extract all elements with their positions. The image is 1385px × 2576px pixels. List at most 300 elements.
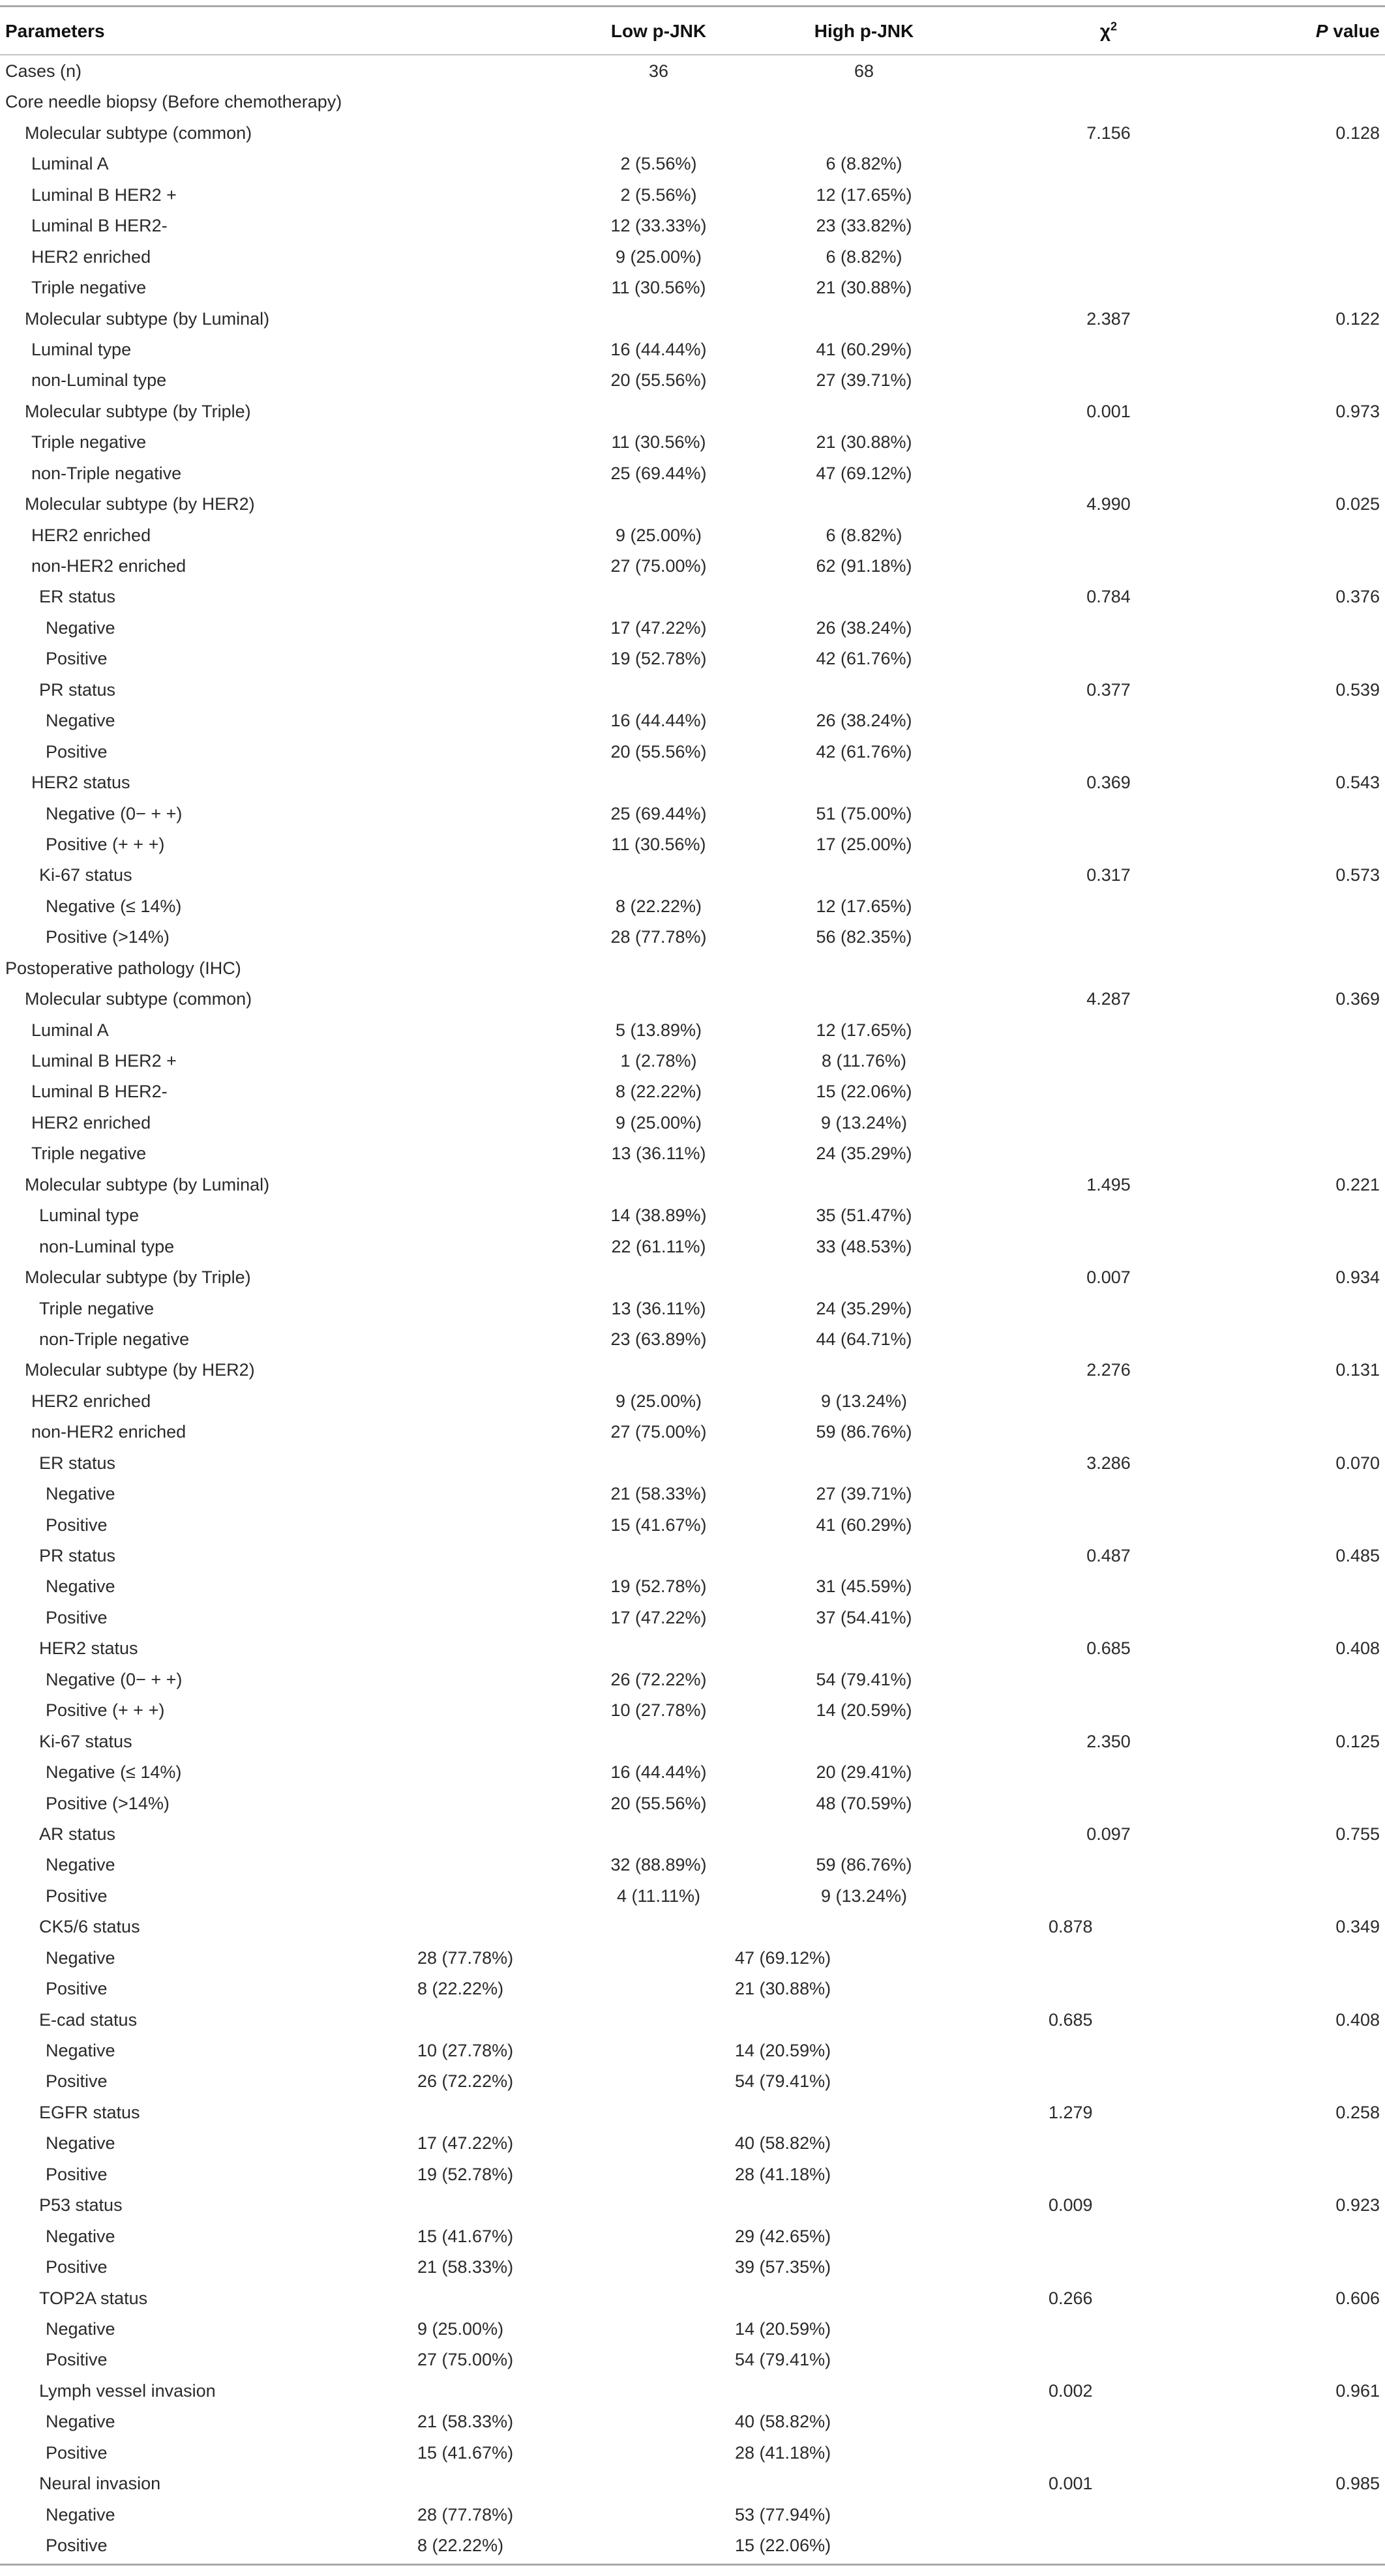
low-pjnk-cell: 2 (5.56%) xyxy=(620,154,697,174)
table-row xyxy=(0,1881,1385,1912)
table-row xyxy=(0,891,1385,922)
low-pjnk-cell: 22 (61.11%) xyxy=(611,1236,706,1256)
low-pjnk-cell: 25 (69.44%) xyxy=(610,463,707,483)
row-label: PR status xyxy=(39,1546,116,1565)
p-value-cell: 0.131 xyxy=(1335,1360,1380,1380)
row-label: Cases (n) xyxy=(5,61,82,81)
high-pjnk-cell: 35 (51.47%) xyxy=(816,1206,912,1226)
p-value-cell: 0.221 xyxy=(1335,1174,1380,1194)
row-label: ER status xyxy=(39,587,116,607)
chi-square-cell: 7.156 xyxy=(1086,123,1131,143)
row-label: Negative xyxy=(46,2226,115,2246)
low-pjnk-cell: 36 xyxy=(648,61,669,81)
row-label: Luminal B HER2 + xyxy=(31,1051,177,1071)
high-pjnk-cell: 15 (22.06%) xyxy=(735,2536,831,2555)
row-label: Triple negative xyxy=(31,432,147,452)
row-label: Luminal B HER2- xyxy=(31,216,168,236)
p-value-cell: 0.539 xyxy=(1335,679,1380,700)
row-label: HER2 enriched xyxy=(31,1112,151,1133)
row-label: Luminal A xyxy=(31,1020,109,1040)
row-label: Molecular subtype (common) xyxy=(25,123,252,143)
high-pjnk-cell: 24 (35.29%) xyxy=(816,1144,912,1164)
low-pjnk-cell: 9 (25.00%) xyxy=(615,525,702,545)
high-pjnk-cell: 42 (61.76%) xyxy=(816,741,912,762)
row-label: non-Triple negative xyxy=(39,1329,190,1349)
low-pjnk-cell: 27 (75.00%) xyxy=(417,2350,514,2370)
table-row xyxy=(0,1015,1385,1046)
table-row xyxy=(0,2097,1385,2128)
high-pjnk-cell: 28 (41.18%) xyxy=(735,2442,831,2463)
table-row xyxy=(0,1046,1385,1076)
row-label: Lymph vessel invasion xyxy=(39,2380,216,2401)
low-pjnk-cell: 9 (25.00%) xyxy=(417,2318,504,2339)
table-row xyxy=(0,1170,1385,1200)
p-value-cell: 0.070 xyxy=(1335,1453,1380,1473)
chi-square-cell: 0.685 xyxy=(1049,2009,1093,2030)
header-low-pjnk: Low p-JNK xyxy=(610,21,707,41)
row-label: HER2 enriched xyxy=(31,525,151,545)
row-label: HER2 status xyxy=(39,1638,138,1659)
table-header-rule xyxy=(0,54,1385,55)
p-value-cell: 0.973 xyxy=(1335,401,1380,421)
low-pjnk-cell: 20 (55.56%) xyxy=(610,1793,707,1813)
table-row xyxy=(0,1355,1385,1385)
low-pjnk-cell: 2 (5.56%) xyxy=(620,185,697,205)
row-label: ER status xyxy=(39,1453,116,1473)
table-row xyxy=(0,1819,1385,1850)
low-pjnk-cell: 19 (52.78%) xyxy=(417,2164,514,2184)
low-pjnk-cell: 10 (27.78%) xyxy=(610,1700,707,1721)
table-row xyxy=(0,1665,1385,1695)
table-row xyxy=(0,273,1385,303)
row-label: Negative xyxy=(46,1484,115,1504)
low-pjnk-cell: 19 (52.78%) xyxy=(610,649,707,669)
chi-square-cell: 4.990 xyxy=(1086,494,1131,514)
row-label: Triple negative xyxy=(31,1144,147,1164)
row-label: Negative (≤ 14%) xyxy=(46,1762,182,1783)
high-pjnk-cell: 9 (13.24%) xyxy=(820,1391,908,1411)
chi-square-cell: 0.487 xyxy=(1086,1546,1131,1565)
header-chi-superscript: 2 xyxy=(1110,20,1118,33)
table-row xyxy=(0,737,1385,767)
chi-square-cell: 0.002 xyxy=(1049,2380,1093,2401)
row-label: Molecular subtype (by Luminal) xyxy=(25,1174,270,1194)
p-value-cell: 0.258 xyxy=(1335,2102,1380,2122)
low-pjnk-cell: 11 (30.56%) xyxy=(611,278,706,298)
p-value-cell: 0.485 xyxy=(1335,1546,1380,1565)
low-pjnk-cell: 20 (55.56%) xyxy=(610,370,707,391)
chi-square-cell: 0.007 xyxy=(1086,1267,1131,1288)
table-row xyxy=(0,582,1385,612)
high-pjnk-cell: 68 xyxy=(854,61,874,81)
row-label: Negative xyxy=(46,2041,115,2060)
p-value-cell: 0.543 xyxy=(1335,773,1380,793)
table-row xyxy=(0,1571,1385,1602)
table-row xyxy=(0,1200,1385,1231)
table-row xyxy=(0,1788,1385,1819)
low-pjnk-cell: 23 (63.89%) xyxy=(610,1329,707,1349)
low-pjnk-cell: 13 (36.11%) xyxy=(611,1298,706,1318)
row-label: Positive xyxy=(46,2350,108,2370)
table-row xyxy=(0,87,1385,117)
chi-square-cell: 0.784 xyxy=(1086,587,1131,607)
table-row xyxy=(0,2376,1385,2406)
row-label: Positive (>14%) xyxy=(46,927,170,947)
table-row xyxy=(0,118,1385,149)
table-row xyxy=(0,2159,1385,2190)
table-row xyxy=(0,1417,1385,1447)
high-pjnk-cell: 53 (77.94%) xyxy=(735,2504,831,2524)
p-value-cell: 0.025 xyxy=(1335,494,1380,514)
row-label: Positive xyxy=(46,2442,108,2463)
row-label: Positive (+ + +) xyxy=(46,1700,165,1721)
chi-square-cell: 4.287 xyxy=(1086,989,1131,1009)
row-label: Molecular subtype (by HER2) xyxy=(25,494,255,514)
table-row xyxy=(0,1695,1385,1726)
row-label: non-HER2 enriched xyxy=(31,1422,186,1442)
table-top-rule xyxy=(0,5,1385,7)
low-pjnk-cell: 26 (72.22%) xyxy=(610,1669,707,1689)
row-label: Negative xyxy=(46,2318,115,2339)
low-pjnk-cell: 21 (58.33%) xyxy=(610,1484,707,1504)
p-value-cell: 0.128 xyxy=(1335,123,1380,143)
high-pjnk-cell: 21 (30.88%) xyxy=(735,1979,831,1999)
row-label: Positive (+ + +) xyxy=(46,834,165,854)
header-chi-symbol: χ xyxy=(1099,21,1111,41)
table-row xyxy=(0,1943,1385,1974)
chi-square-cell: 1.279 xyxy=(1049,2102,1093,2122)
row-label: PR status xyxy=(39,679,116,700)
high-pjnk-cell: 51 (75.00%) xyxy=(816,803,912,823)
row-label: Triple negative xyxy=(31,278,147,298)
high-pjnk-cell: 37 (54.41%) xyxy=(816,1607,912,1627)
row-label: Positive (>14%) xyxy=(46,1793,170,1813)
table-row xyxy=(0,2252,1385,2283)
high-pjnk-cell: 28 (41.18%) xyxy=(735,2164,831,2184)
row-label: Positive xyxy=(46,649,108,669)
table-row xyxy=(0,1633,1385,1664)
high-pjnk-cell: 17 (25.00%) xyxy=(816,834,912,854)
table-row xyxy=(0,2005,1385,2036)
high-pjnk-cell: 14 (20.59%) xyxy=(735,2318,831,2339)
table-row xyxy=(0,860,1385,891)
table-row xyxy=(0,396,1385,427)
low-pjnk-cell: 17 (47.22%) xyxy=(610,1607,707,1627)
high-pjnk-cell: 41 (60.29%) xyxy=(816,339,912,359)
p-value-cell: 0.122 xyxy=(1335,308,1380,329)
high-pjnk-cell: 21 (30.88%) xyxy=(816,278,912,298)
low-pjnk-cell: 21 (58.33%) xyxy=(417,2257,514,2277)
high-pjnk-cell: 62 (91.18%) xyxy=(816,556,912,576)
row-label: Negative xyxy=(46,2504,115,2524)
high-pjnk-cell: 9 (13.24%) xyxy=(820,1886,908,1906)
table-row xyxy=(0,1232,1385,1262)
row-label: Positive xyxy=(46,741,108,762)
high-pjnk-cell: 14 (20.59%) xyxy=(735,2041,831,2060)
table-row xyxy=(0,1603,1385,1633)
row-label: non-Luminal type xyxy=(39,1236,175,1256)
table-row xyxy=(0,953,1385,984)
high-pjnk-cell: 27 (39.71%) xyxy=(816,370,912,391)
row-label: Molecular subtype (by Triple) xyxy=(25,1267,251,1288)
table-row xyxy=(0,2190,1385,2221)
p-value-cell: 0.573 xyxy=(1335,865,1380,885)
chi-square-cell: 3.286 xyxy=(1086,1453,1131,1473)
low-pjnk-cell: 32 (88.89%) xyxy=(610,1855,707,1875)
low-pjnk-cell: 16 (44.44%) xyxy=(610,1762,707,1783)
low-pjnk-cell: 19 (52.78%) xyxy=(610,1577,707,1597)
row-label: Postoperative pathology (IHC) xyxy=(5,958,241,978)
table-row xyxy=(0,242,1385,273)
chi-square-cell: 0.266 xyxy=(1049,2288,1093,2308)
row-label: Molecular subtype (by Luminal) xyxy=(25,308,270,329)
low-pjnk-cell: 17 (47.22%) xyxy=(610,617,707,638)
high-pjnk-cell: 47 (69.12%) xyxy=(816,463,912,483)
p-value-cell: 0.408 xyxy=(1335,1638,1380,1659)
high-pjnk-cell: 44 (64.71%) xyxy=(816,1329,912,1349)
row-label: Core needle biopsy (Before chemotherapy) xyxy=(5,92,342,112)
table-row xyxy=(0,1757,1385,1788)
low-pjnk-cell: 5 (13.89%) xyxy=(615,1020,702,1040)
low-pjnk-cell: 12 (33.33%) xyxy=(610,216,707,236)
table-row xyxy=(0,1138,1385,1169)
row-label: Negative xyxy=(46,617,115,638)
row-label: Negative xyxy=(46,1855,115,1875)
high-pjnk-cell: 54 (79.41%) xyxy=(735,2350,831,2370)
table-row xyxy=(0,2438,1385,2468)
low-pjnk-cell: 27 (75.00%) xyxy=(610,1422,707,1442)
row-label: non-Luminal type xyxy=(31,370,167,391)
table-row xyxy=(0,2500,1385,2530)
p-value-cell: 0.606 xyxy=(1335,2288,1380,2308)
chi-square-cell: 2.350 xyxy=(1086,1731,1131,1751)
low-pjnk-cell: 8 (22.22%) xyxy=(417,1979,504,1999)
high-pjnk-cell: 21 (30.88%) xyxy=(816,432,912,452)
row-label: Molecular subtype (common) xyxy=(25,989,252,1009)
low-pjnk-cell: 9 (25.00%) xyxy=(615,246,702,267)
row-label: Negative xyxy=(46,2133,115,2154)
table-header xyxy=(0,8,1385,53)
table-row xyxy=(0,644,1385,674)
p-value-cell: 0.934 xyxy=(1335,1267,1380,1288)
table-row xyxy=(0,1108,1385,1138)
high-pjnk-cell: 15 (22.06%) xyxy=(816,1082,912,1102)
low-pjnk-cell: 20 (55.56%) xyxy=(610,741,707,762)
high-pjnk-cell: 14 (20.59%) xyxy=(816,1700,912,1721)
table-row xyxy=(0,799,1385,829)
low-pjnk-cell: 1 (2.78%) xyxy=(620,1051,697,1071)
p-value-cell: 0.961 xyxy=(1335,2380,1380,2401)
chi-square-cell: 2.387 xyxy=(1086,308,1131,329)
low-pjnk-cell: 13 (36.11%) xyxy=(611,1144,706,1164)
table-row xyxy=(0,427,1385,458)
chi-square-cell: 0.369 xyxy=(1086,773,1131,793)
table-row xyxy=(0,1386,1385,1417)
high-pjnk-cell: 24 (35.29%) xyxy=(816,1298,912,1318)
low-pjnk-cell: 10 (27.78%) xyxy=(417,2041,514,2060)
table-row xyxy=(0,984,1385,1014)
row-label: Luminal type xyxy=(39,1206,140,1226)
row-label: Positive xyxy=(46,1607,108,1627)
p-value-cell: 0.985 xyxy=(1335,2474,1380,2494)
table-row xyxy=(0,211,1385,241)
low-pjnk-cell: 8 (22.22%) xyxy=(417,2536,504,2555)
row-label: Positive xyxy=(46,1979,108,1999)
table-row xyxy=(0,1726,1385,1757)
header-p-letter: P xyxy=(1315,21,1328,41)
table-row xyxy=(0,705,1385,736)
high-pjnk-cell: 12 (17.65%) xyxy=(816,185,912,205)
row-label: Neural invasion xyxy=(39,2474,161,2494)
p-value-cell: 0.376 xyxy=(1335,587,1380,607)
row-label: AR status xyxy=(39,1824,116,1844)
row-label: HER2 status xyxy=(31,773,130,793)
table-row xyxy=(0,1974,1385,2004)
header-parameters: Parameters xyxy=(5,21,105,41)
low-pjnk-cell: 26 (72.22%) xyxy=(417,2071,514,2092)
table-row xyxy=(0,767,1385,798)
low-pjnk-cell: 15 (41.67%) xyxy=(610,1515,707,1535)
header-high-pjnk: High p-JNK xyxy=(814,21,914,41)
row-label: Luminal B HER2- xyxy=(31,1082,168,1102)
low-pjnk-cell: 11 (30.56%) xyxy=(611,432,706,452)
high-pjnk-cell: 47 (69.12%) xyxy=(735,1947,831,1968)
high-pjnk-cell: 6 (8.82%) xyxy=(826,246,902,267)
table-row xyxy=(0,1541,1385,1571)
row-label: Ki-67 status xyxy=(39,865,132,885)
table-body xyxy=(0,56,1385,2561)
table-row xyxy=(0,1479,1385,1509)
high-pjnk-cell: 48 (70.59%) xyxy=(816,1793,912,1813)
table-row xyxy=(0,1324,1385,1355)
header-p-word: value xyxy=(1328,21,1380,41)
table-row xyxy=(0,2036,1385,2066)
low-pjnk-cell: 21 (58.33%) xyxy=(417,2412,514,2432)
row-label: Positive xyxy=(46,1515,108,1535)
row-label: Luminal B HER2 + xyxy=(31,185,177,205)
low-pjnk-cell: 15 (41.67%) xyxy=(417,2442,514,2463)
table-row xyxy=(0,304,1385,334)
low-pjnk-cell: 4 (11.11%) xyxy=(616,1886,701,1906)
row-label: CK5/6 status xyxy=(39,1917,140,1937)
p-value-cell: 0.923 xyxy=(1335,2195,1380,2215)
table-row xyxy=(0,149,1385,179)
high-pjnk-cell: 54 (79.41%) xyxy=(735,2071,831,2092)
row-label: Positive xyxy=(46,2257,108,2277)
low-pjnk-cell: 8 (22.22%) xyxy=(615,1082,702,1102)
high-pjnk-cell: 27 (39.71%) xyxy=(816,1484,912,1504)
row-label: Molecular subtype (by HER2) xyxy=(25,1360,255,1380)
high-pjnk-cell: 8 (11.76%) xyxy=(821,1051,907,1071)
row-label: Negative xyxy=(46,1577,115,1597)
high-pjnk-cell: 40 (58.82%) xyxy=(735,2412,831,2432)
low-pjnk-cell: 28 (77.78%) xyxy=(417,2504,514,2524)
table-row xyxy=(0,489,1385,520)
table-row xyxy=(0,829,1385,860)
table-row xyxy=(0,180,1385,211)
table-row xyxy=(0,2530,1385,2561)
p-value-cell: 0.755 xyxy=(1335,1824,1380,1844)
high-pjnk-cell: 9 (13.24%) xyxy=(820,1112,908,1133)
row-label: Positive xyxy=(46,1886,108,1906)
high-pjnk-cell: 29 (42.65%) xyxy=(735,2226,831,2246)
p-value-cell: 0.349 xyxy=(1335,1917,1380,1937)
high-pjnk-cell: 12 (17.65%) xyxy=(816,896,912,916)
low-pjnk-cell: 17 (47.22%) xyxy=(417,2133,514,2154)
table-row xyxy=(0,1510,1385,1541)
row-label: non-HER2 enriched xyxy=(31,556,186,576)
low-pjnk-cell: 28 (77.78%) xyxy=(610,927,707,947)
table-row xyxy=(0,458,1385,489)
table-row xyxy=(0,1076,1385,1107)
high-pjnk-cell: 23 (33.82%) xyxy=(816,216,912,236)
row-label: E-cad status xyxy=(39,2009,138,2030)
row-label: non-Triple negative xyxy=(31,463,182,483)
table-row xyxy=(0,1448,1385,1479)
p-value-cell: 0.408 xyxy=(1335,2009,1380,2030)
high-pjnk-cell: 26 (38.24%) xyxy=(816,617,912,638)
table-row xyxy=(0,2345,1385,2375)
low-pjnk-cell: 11 (30.56%) xyxy=(611,834,706,854)
row-label: Luminal A xyxy=(31,154,109,174)
chi-square-cell: 2.276 xyxy=(1086,1360,1131,1380)
row-label: Positive xyxy=(46,2071,108,2092)
chi-square-cell: 0.878 xyxy=(1049,1917,1093,1937)
row-label: Negative (0− + +) xyxy=(46,803,183,823)
high-pjnk-cell: 33 (48.53%) xyxy=(816,1236,912,1256)
high-pjnk-cell: 56 (82.35%) xyxy=(816,927,912,947)
row-label: Negative xyxy=(46,2412,115,2432)
row-label: Ki-67 status xyxy=(39,1731,132,1751)
row-label: EGFR status xyxy=(39,2102,140,2122)
table-row xyxy=(0,2128,1385,2159)
low-pjnk-cell: 28 (77.78%) xyxy=(417,1947,514,1968)
table-row xyxy=(0,1262,1385,1293)
low-pjnk-cell: 25 (69.44%) xyxy=(610,803,707,823)
table-bottom-rule xyxy=(0,2564,1385,2566)
high-pjnk-cell: 42 (61.76%) xyxy=(816,649,912,669)
high-pjnk-cell: 54 (79.41%) xyxy=(816,1669,912,1689)
row-label: Negative xyxy=(46,1947,115,1968)
table-row xyxy=(0,520,1385,551)
low-pjnk-cell: 16 (44.44%) xyxy=(610,711,707,731)
chi-square-cell: 0.097 xyxy=(1086,1824,1131,1844)
high-pjnk-cell: 41 (60.29%) xyxy=(816,1515,912,1535)
high-pjnk-cell: 12 (17.65%) xyxy=(816,1020,912,1040)
header-chi-square xyxy=(1030,21,1187,42)
row-label: Positive xyxy=(46,2536,108,2555)
low-pjnk-cell: 9 (25.00%) xyxy=(615,1391,702,1411)
chi-square-cell: 0.001 xyxy=(1049,2474,1093,2494)
high-pjnk-cell: 6 (8.82%) xyxy=(826,154,902,174)
chi-square-cell: 0.009 xyxy=(1049,2195,1093,2215)
low-pjnk-cell: 14 (38.89%) xyxy=(610,1206,707,1226)
chi-square-cell: 0.001 xyxy=(1086,401,1131,421)
row-label: Triple negative xyxy=(39,1298,155,1318)
row-label: Negative xyxy=(46,711,115,731)
table-row xyxy=(0,1294,1385,1324)
row-label: Negative (0− + +) xyxy=(46,1669,183,1689)
header-p-value xyxy=(1316,21,1380,42)
p-value-cell: 0.125 xyxy=(1335,1731,1380,1751)
high-pjnk-cell: 26 (38.24%) xyxy=(816,711,912,731)
table-row xyxy=(0,334,1385,365)
row-label: HER2 enriched xyxy=(31,1391,151,1411)
table-row xyxy=(0,2468,1385,2499)
row-label: Negative (≤ 14%) xyxy=(46,896,182,916)
row-label: Positive xyxy=(46,2164,108,2184)
row-label: P53 status xyxy=(39,2195,123,2215)
